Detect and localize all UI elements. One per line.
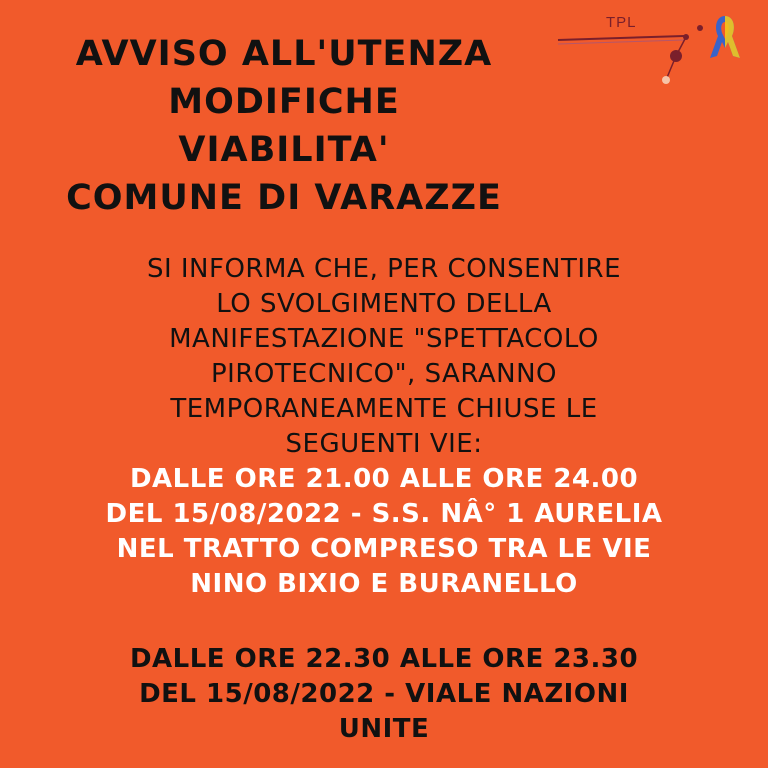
- tpl-logo-text: TPL: [606, 14, 637, 31]
- title-line: MODIFICHE: [168, 82, 400, 122]
- closure-aurelia: [0, 462, 768, 602]
- closure-line: NEL TRATTO COMPRESO TRA LE VIE: [116, 534, 652, 564]
- title-line: VIABILITA': [178, 130, 390, 170]
- body-line: SEGUENTI VIE:: [285, 429, 483, 459]
- body-line: PIROTECNICO", SARANNO: [211, 359, 557, 389]
- closure-line: DEL 15/08/2022 - S.S. NÂ° 1 AURELIA: [105, 499, 663, 529]
- notice-body: [0, 252, 768, 462]
- closure-line: DALLE ORE 21.00 ALLE ORE 24.00: [129, 464, 639, 494]
- tpl-logo: [554, 10, 754, 90]
- notice-title: [0, 30, 568, 222]
- body-line: MANIFESTAZIONE "SPETTACOLO: [169, 324, 599, 354]
- body-line: LO SVOLGIMENTO DELLA: [216, 289, 552, 319]
- closure-line: DEL 15/08/2022 - VIALE NAZIONI: [139, 679, 629, 709]
- ribbon-icon: [708, 12, 742, 62]
- title-line: AVVISO ALL'UTENZA: [75, 34, 493, 74]
- closure-line: UNITE: [338, 714, 430, 744]
- title-line: COMUNE DI VARAZZE: [66, 178, 502, 218]
- closure-line: NINO BIXIO E BURANELLO: [190, 569, 578, 599]
- body-line: TEMPORANEAMENTE CHIUSE LE: [170, 394, 598, 424]
- body-line: SI INFORMA CHE, PER CONSENTIRE: [146, 254, 622, 284]
- closure-viale-nazioni-unite: [0, 642, 768, 747]
- closure-line: DALLE ORE 22.30 ALLE ORE 23.30: [129, 644, 639, 674]
